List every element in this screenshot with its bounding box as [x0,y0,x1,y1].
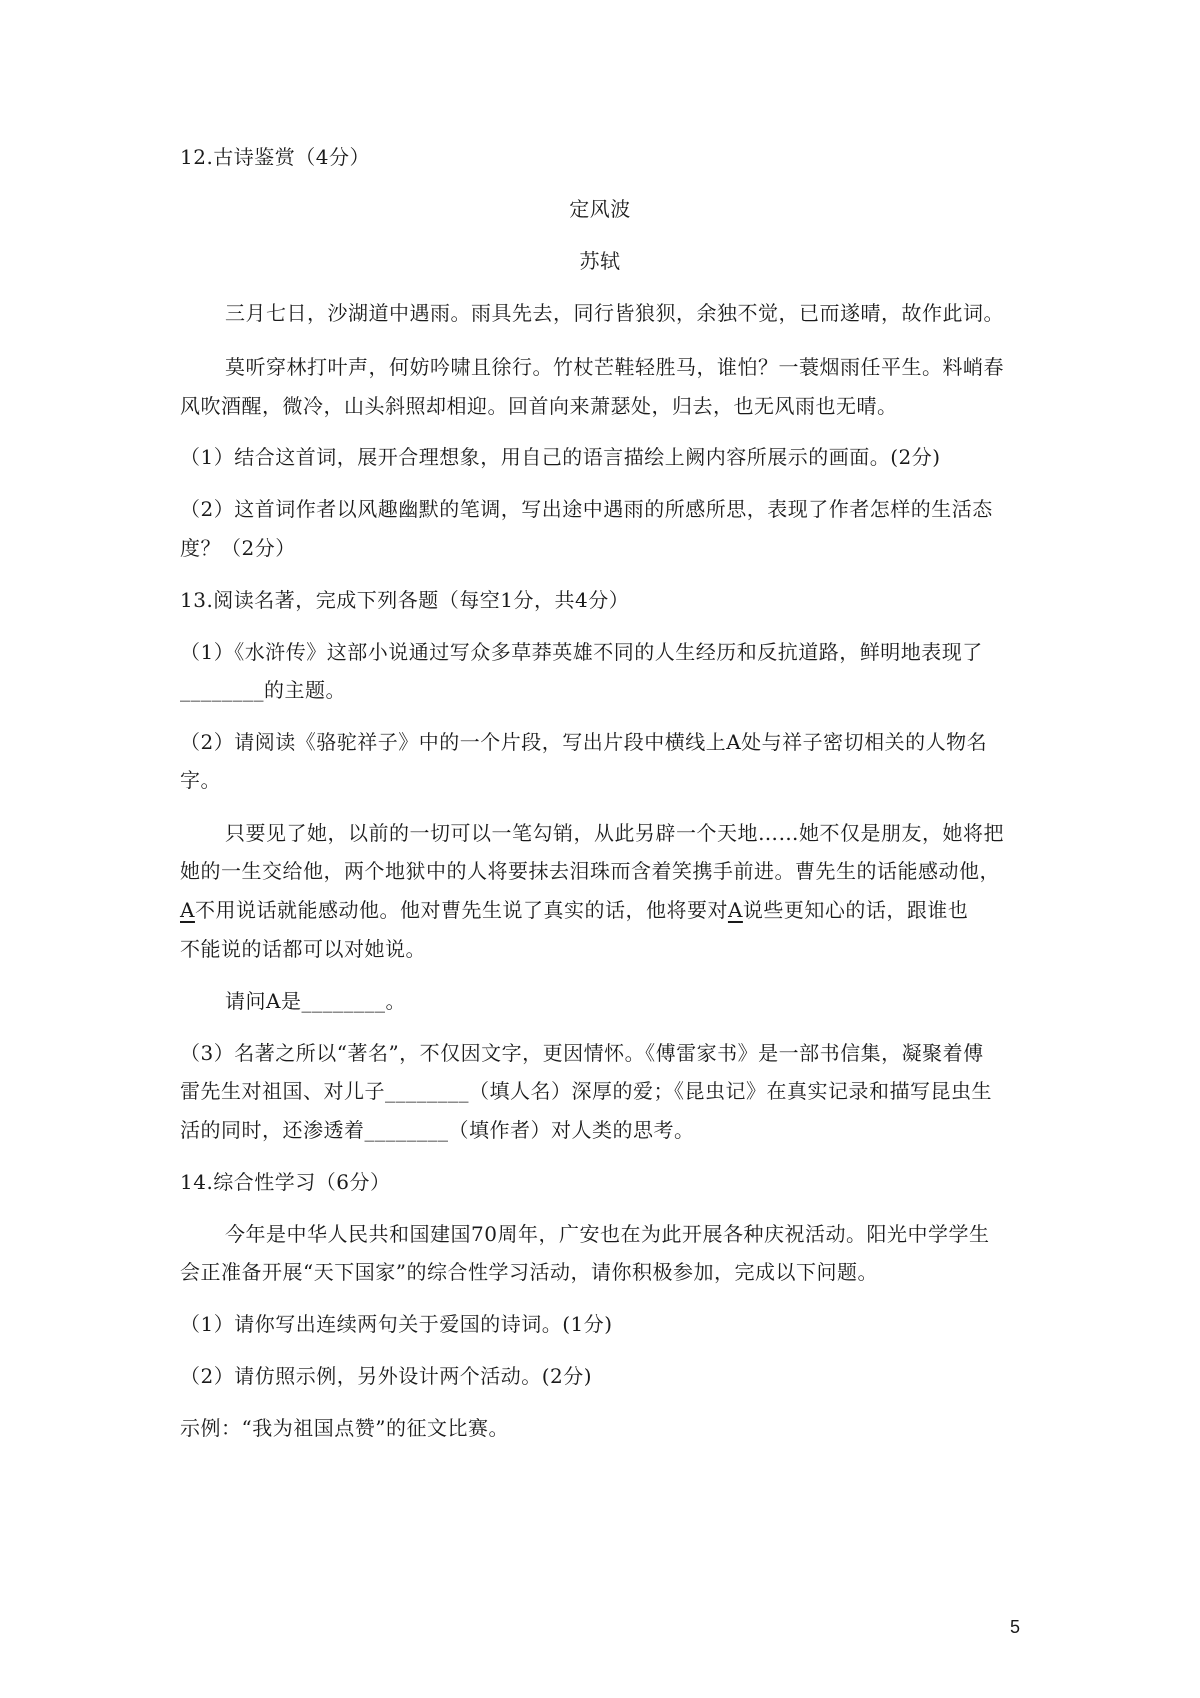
blank-a: A [727,898,743,922]
q13-subquestion-1-cont: ________的主题。 [180,678,346,702]
q14-example: 示例：“我为祖国点赞”的征文比赛。 [180,1416,509,1440]
blank-a: A [180,898,195,922]
page-number: 5 [1010,1617,1021,1637]
excerpt-text: 不用说话就能感动他。他对曹先生说了真实的话，他将要对 [194,898,728,922]
q13-heading: 13.阅读名著，完成下列各题（每空1分，共4分） [180,588,630,612]
q14-subquestion-1: （1）请你写出连续两句关于爱国的诗词。(1分) [180,1312,613,1336]
q14-heading: 14.综合性学习（6分） [180,1170,391,1194]
q14-intro-cont: 会正准备开展“天下国家”的综合性学习活动，请你积极参加，完成以下问题。 [180,1260,878,1284]
excerpt-line: 不能说的话都可以对她说。 [180,937,426,961]
excerpt-line [180,896,968,924]
q13-subquestion-3-cont: 雷先生对祖国、对儿子________（填人名）深厚的爱；《昆虫记》在真实记录和描写昆虫生 [180,1079,992,1103]
poem-text-line: 风吹酒醒，微冷，山头斜照却相迎。回首向来萧瑟处，归去，也无风雨也无晴。 [180,394,898,418]
q14-intro: 今年是中华人民共和国建国70周年，广安也在为此开展各种庆祝活动。阳光中学学生 [225,1222,990,1246]
excerpt-line: 只要见了她，以前的一切可以一笔勾销，从此另辟一个天地……她不仅是朋友，她将把 [225,821,1004,845]
q12-heading: 12.古诗鉴赏（4分） [180,145,371,169]
q13-subquestion-3-cont: 活的同时，还渗透着________（填作者）对人类的思考。 [180,1118,695,1142]
q13-subquestion-3: （3）名著之所以“著名”，不仅因文字，更因情怀。《傅雷家书》是一部书信集，凝聚着傅 [180,1041,984,1065]
q13-subquestion-1: （1）《水浒传》这部小说通过写众多草莽英雄不同的人生经历和反抗道路，鲜明地表现了 [180,640,983,664]
q12-subquestion-2-cont: 度？（2分） [180,536,296,560]
q14-subquestion-2: （2）请仿照示例，另外设计两个活动。(2分) [180,1364,593,1388]
poem-title: 定风波 [569,197,631,221]
poem-preface: 三月七日，沙湖道中遇雨。雨具先去，同行皆狼狈，余独不觉，已而遂晴，故作此词。 [225,301,1004,325]
excerpt-text: 说些更知心的话，跟谁也 [742,898,969,922]
q13-subquestion-2: （2）请阅读《骆驼祥子》中的一个片段，写出片段中横线上A处与祥子密切相关的人物名 [180,730,988,754]
q13-ask: 请问A是________。 [225,989,406,1013]
poem-author: 苏轼 [579,249,621,273]
q12-subquestion-2: （2）这首词作者以风趣幽默的笔调，写出途中遇雨的所感所思，表现了作者怎样的生活态 [180,497,993,521]
excerpt-line: 她的一生交给他，两个地狱中的人将要抹去泪珠而含着笑携手前进。曹先生的话能感动他， [180,859,1000,883]
poem-text-line: 莫听穿林打叶声，何妨吟啸且徐行。竹杖芒鞋轻胜马，谁怕？一蓑烟雨任平生。料峭春 [225,355,1004,379]
q12-subquestion-1: （1）结合这首词，展开合理想象，用自己的语言描绘上阙内容所展示的画面。(2分) [180,445,941,469]
q13-subquestion-2-cont: 字。 [180,768,221,792]
